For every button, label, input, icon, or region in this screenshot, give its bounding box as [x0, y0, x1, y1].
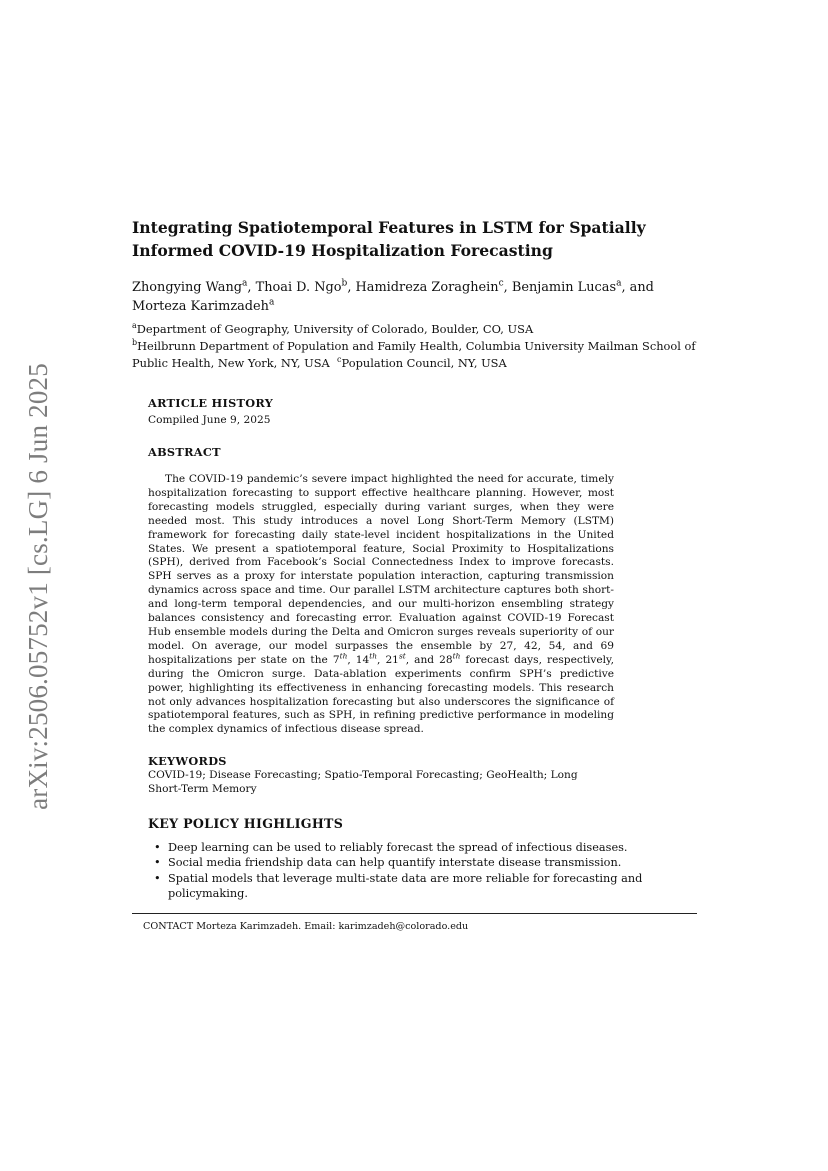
list-item-text: Social media friendship data can help quantify interstate disease transmission. — [168, 856, 622, 870]
footnote-divider — [132, 913, 697, 914]
affiliation-mark: c — [337, 355, 342, 365]
contact-footnote: CONTACT Morteza Karimzadeh. Email: karimzadeh@colorado.edu — [143, 921, 469, 932]
author-name: Thoai D. Ngo — [255, 280, 342, 295]
author-affiliation-mark: a — [242, 278, 248, 289]
affiliation-text: Department of Geography, University of Colorado, Boulder, CO, USA — [136, 322, 534, 336]
article-history-heading: ARTICLE HISTORY — [148, 396, 274, 410]
affiliation-text: Population Council, NY, USA — [341, 356, 507, 370]
author-name: Zhongying Wang — [132, 280, 242, 295]
list-item-text: Spatial models that leverage multi-state data are more reliable for forecasting and policymaking. — [168, 871, 643, 900]
keywords-body: COVID-19; Disease Forecasting; Spatio-Temporal Forecasting; GeoHealth; Long Short-Term Memory — [148, 769, 578, 795]
author-affiliation-mark: b — [341, 278, 348, 289]
author-affiliation-mark: a — [269, 297, 275, 308]
author-name: Benjamin Lucas — [511, 280, 617, 295]
affiliation-list — [132, 321, 697, 372]
bullet-icon: • — [154, 871, 161, 885]
author-separator: , — [247, 280, 256, 295]
list-item-text: Deep learning can be used to reliably forecast the spread of infectious diseases. — [168, 841, 628, 854]
arxiv-identifier-stamp — [14, 352, 62, 820]
author-affiliation-mark: a — [616, 278, 622, 289]
affiliation-mark: a — [132, 321, 137, 331]
list-item — [152, 871, 700, 902]
policy-highlights-heading: KEY POLICY HIGHLIGHTS — [148, 816, 344, 831]
paper-title: Integrating Spatiotemporal Features in LSTM for Spatially Informed COVID-19 Hospitalization Forecasting — [132, 218, 646, 260]
author-separator: , — [503, 280, 512, 295]
author-name: Hamidreza Zoraghein — [355, 280, 499, 295]
arxiv-identifier-text: arXiv:2506.05752v1 [cs.LG] 6 Jun 2025 — [22, 362, 53, 810]
keywords-heading: KEYWORDS — [148, 754, 227, 768]
list-item — [152, 840, 700, 855]
list-item — [152, 855, 700, 870]
abstract-body: The COVID-19 pandemic’s severe impact highlighted the need for accurate, timely hospitalization forecasting to support effective healthcare planning. However, most forecasting models struggled, especially during variant surges, when they were needed most. This study introduces a novel Long Short-Term Memory (LSTM) framework for forecasting daily state-level incident hospitalizations in the United States. We present a spatiotemporal feature, Social Proximity to Hospitalizations (SPH), derived from Facebook’s Social Connectedness Index to improve forecasts. SPH serves as a proxy for interstate population interaction, capturing transmission dynamics across space and time. Our parallel LSTM architecture captures both short- and long-term temporal dependencies, and our multi-horizon ensembling strategy balances consistency and forecasting error. Evaluation against COVID-19 Forecast Hub ensemble models during the Delta and Omicron surges reveals superiority of our model. On average, our model surpasses the ensemble by 27, 42, 54, and 69 hospitalizations per state on the 7th, 14th, 21st, and 28th forecast days, respectively, during the Omicron surge. Data-ablation experiments confirm SPH’s predictive power, highlighting its effectiveness in enhancing forecasting models. This research not only advances hospitalization forecasting but also underscores the significance of spatiotemporal features, such as SPH, in refining predictive performance in modeling the complex dynamics of infectious disease spread. — [148, 473, 615, 736]
bullet-icon: • — [154, 841, 161, 854]
affiliation-mark: b — [132, 338, 138, 348]
author-separator: , and — [621, 280, 654, 295]
abstract-heading: ABSTRACT — [148, 445, 221, 459]
affiliation-text: Heilbrunn Department of Population and Family Health, Columbia University Mailman School of Public Health, New York, NY, USA — [132, 339, 696, 370]
author-affiliation-mark: c — [498, 278, 504, 289]
author-name: Morteza Karimzadeh — [132, 299, 269, 314]
author-list — [132, 278, 697, 316]
policy-highlights-list — [152, 840, 700, 901]
author-separator: , — [347, 280, 356, 295]
compiled-date: Compiled June 9, 2025 — [148, 414, 271, 426]
bullet-icon: • — [154, 856, 161, 870]
